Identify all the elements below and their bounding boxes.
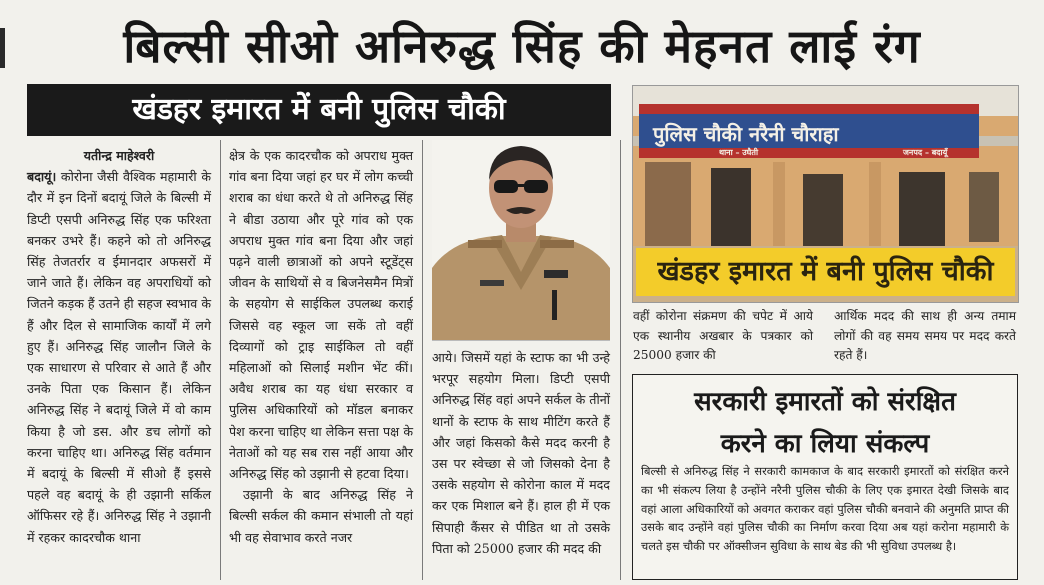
column-3-paragraph: आये। जिसमें यहां के स्टाफ का भी उन्हे भरपूर सहयोग मिला। डिप्टी एसपी अनिरुद्ध सिंह वहां अपने सर्कल के तीनों थानों के स्टाफ के साथ मीटिंग करते हैं और जहां किसको कैसे मदद करनी है उस पर स्वेच्छा से जो जिसको देना है उसके सहयोग से कोरोना काल में मदद कर एक मिशाल बने हैं। हाल ही में एक सिपाही कैंसर से पीडित था तो उसके पिता को 25000 हजार की मदद की	[432, 350, 610, 556]
article-column-4	[633, 307, 813, 366]
column-4-paragraph: वहीं कोरोना संक्रमण की चपेट में आये एक स्थानीय अखबार के पत्रकार को 25000 हजार की	[633, 309, 813, 362]
article-column-2	[229, 145, 413, 548]
column-2-paragraph-2: उझानी के बाद अनिरुद्ध सिंह ने बिल्सी सर्कल की कमान संभाली तो यहां भी वह सेवाभाव करते नजर	[229, 487, 413, 545]
article-column-1	[27, 145, 211, 548]
column-1-paragraph	[27, 166, 211, 548]
photo-caption: खंडहर इमारत में बनी पुलिस चौकी	[636, 248, 1015, 296]
column-rule	[620, 140, 621, 580]
sign-sub-text: थाना – उघैती	[719, 148, 759, 157]
column-5-paragraph: आर्थिक मदद की साथ ही अन्य तमाम लोगों की वह समय समय पर मदद करते रहते हैं।	[834, 309, 1016, 362]
sidebar-story-box	[632, 374, 1018, 580]
dateline: बदायूं।	[27, 169, 57, 185]
sign-main-text: पुलिस चौकी नरैनी चौराहा	[653, 122, 839, 146]
headline: बिल्सी सीओ अनिरुद्ध सिंह की मेहनत लाई रंग	[123, 19, 921, 73]
column-1-text: कोरोना जैसी वैश्विक महामारी के दौर में इन दिनों बदायूं जिले के बिल्सी में डिप्टी एसपी अनिरुद्ध सिंह एक फरिश्ता बनकर उभरे हैं। कहने को तो अनिरुद्ध सिंह तेजतर्रार व ईमानदार अफसरों में जाने जाते हैं। लेकिन वह अपराधियों को जितने कड़क हैं उतने ही सहज स्वभाव के हैं और दिल से सामाजिक कार्यों में लगे हुए हैं। अनिरुद्ध सिंह जालौन जिले के एक साधारण से परिवार से आते हैं और उनके पिता एक किसान हैं। लेकिन अनिरुद्ध सिंह ने बदायूं जिले में वो काम किया है जो डस. और डच लोगों को करना चाहिए था। अनिरुद्ध सिंह वर्तमान में बदायूं के बिल्सी में सीओ हैं इससे पहले वह बदायूं के ही उझानी सर्किल ऑफिसर रहे हैं। अनिरुद्ध सिंह ने उझानी में रहकर कादरचौक थाना	[27, 169, 211, 545]
column-rule	[220, 140, 221, 580]
column-rule	[422, 140, 423, 580]
officer-portrait	[432, 140, 610, 341]
sidebar-story-title-line-1: सरकारी इमारतों को संरक्षित	[694, 387, 956, 417]
sidebar-story-body: बिल्सी से अनिरुद्ध सिंह ने सरकारी कामकाज के बाद सरकारी इमारतों को संरक्षित करने का भी संकल्प लिया है उन्होंने नरैनी पुलिस चौकी के लिए एक इमारत देखी जिसके बाद वहां आला अधिकारियों को अवगत कराकर वहां पुलिस चौकी बनवाने की अनुमति प्राप्त की उसके बाद उन्होंने वहां पुलिस चौकी का निर्माण करवा दिया अब यहां करोना महामारी के चलते इस चौकी पर ऑक्सीजन सुविधा के साथ बेड की भी सुविधा उपलब्ध है।	[641, 464, 1009, 554]
subheadline-banner: खंडहर इमारत में बनी पुलिस चौकी	[27, 84, 611, 136]
article-column-3	[432, 347, 610, 559]
column-2-paragraph-1: क्षेत्र के एक कादरचौक को अपराध मुक्त गांव बना दिया जहां हर घर में लोग कच्ची शराब का धंधा करते थे तो अनिरुद्ध सिंह ने बीडा उठाया और पूरे गांव को एक अपराध मुक्त गांव बना दिया और जहां पढ़ने वाली छात्राओं को अपने स्टूडेंट्स जीवन के साथियों से व बिजनेसमैन मित्रों के सहयोग से साईकिल उपलब्ध कराई जिससे वह स्कूल जा सकें तो वहीं दिव्यागों को ट्राइ साईकिल तो वहीं महिलाओं को सिलाई मशीन भेंट कीं। अवैध शराब का यह धंधा सरकार व पुलिस अधिकारियों को मॉडल बनाकर पेश करना चाहिए था लेकिन सत्ता पक्ष के नेताओं को यह सब रास नहीं आया और अनिरुद्ध सिंह को उझानी से हटवा दिया।	[229, 148, 413, 482]
article-column-5	[834, 307, 1016, 366]
byline: यतीन्द्र माहेश्वरी	[83, 148, 155, 163]
sidebar-story-title-line-2: करने का लिया संकल्प	[720, 429, 930, 459]
sidebar-story-title	[633, 381, 1017, 465]
officer-portrait-illustration	[432, 140, 610, 340]
police-post-photo	[632, 85, 1019, 303]
sign-sub-text-2: जनपद – बदायूँ	[903, 148, 948, 157]
